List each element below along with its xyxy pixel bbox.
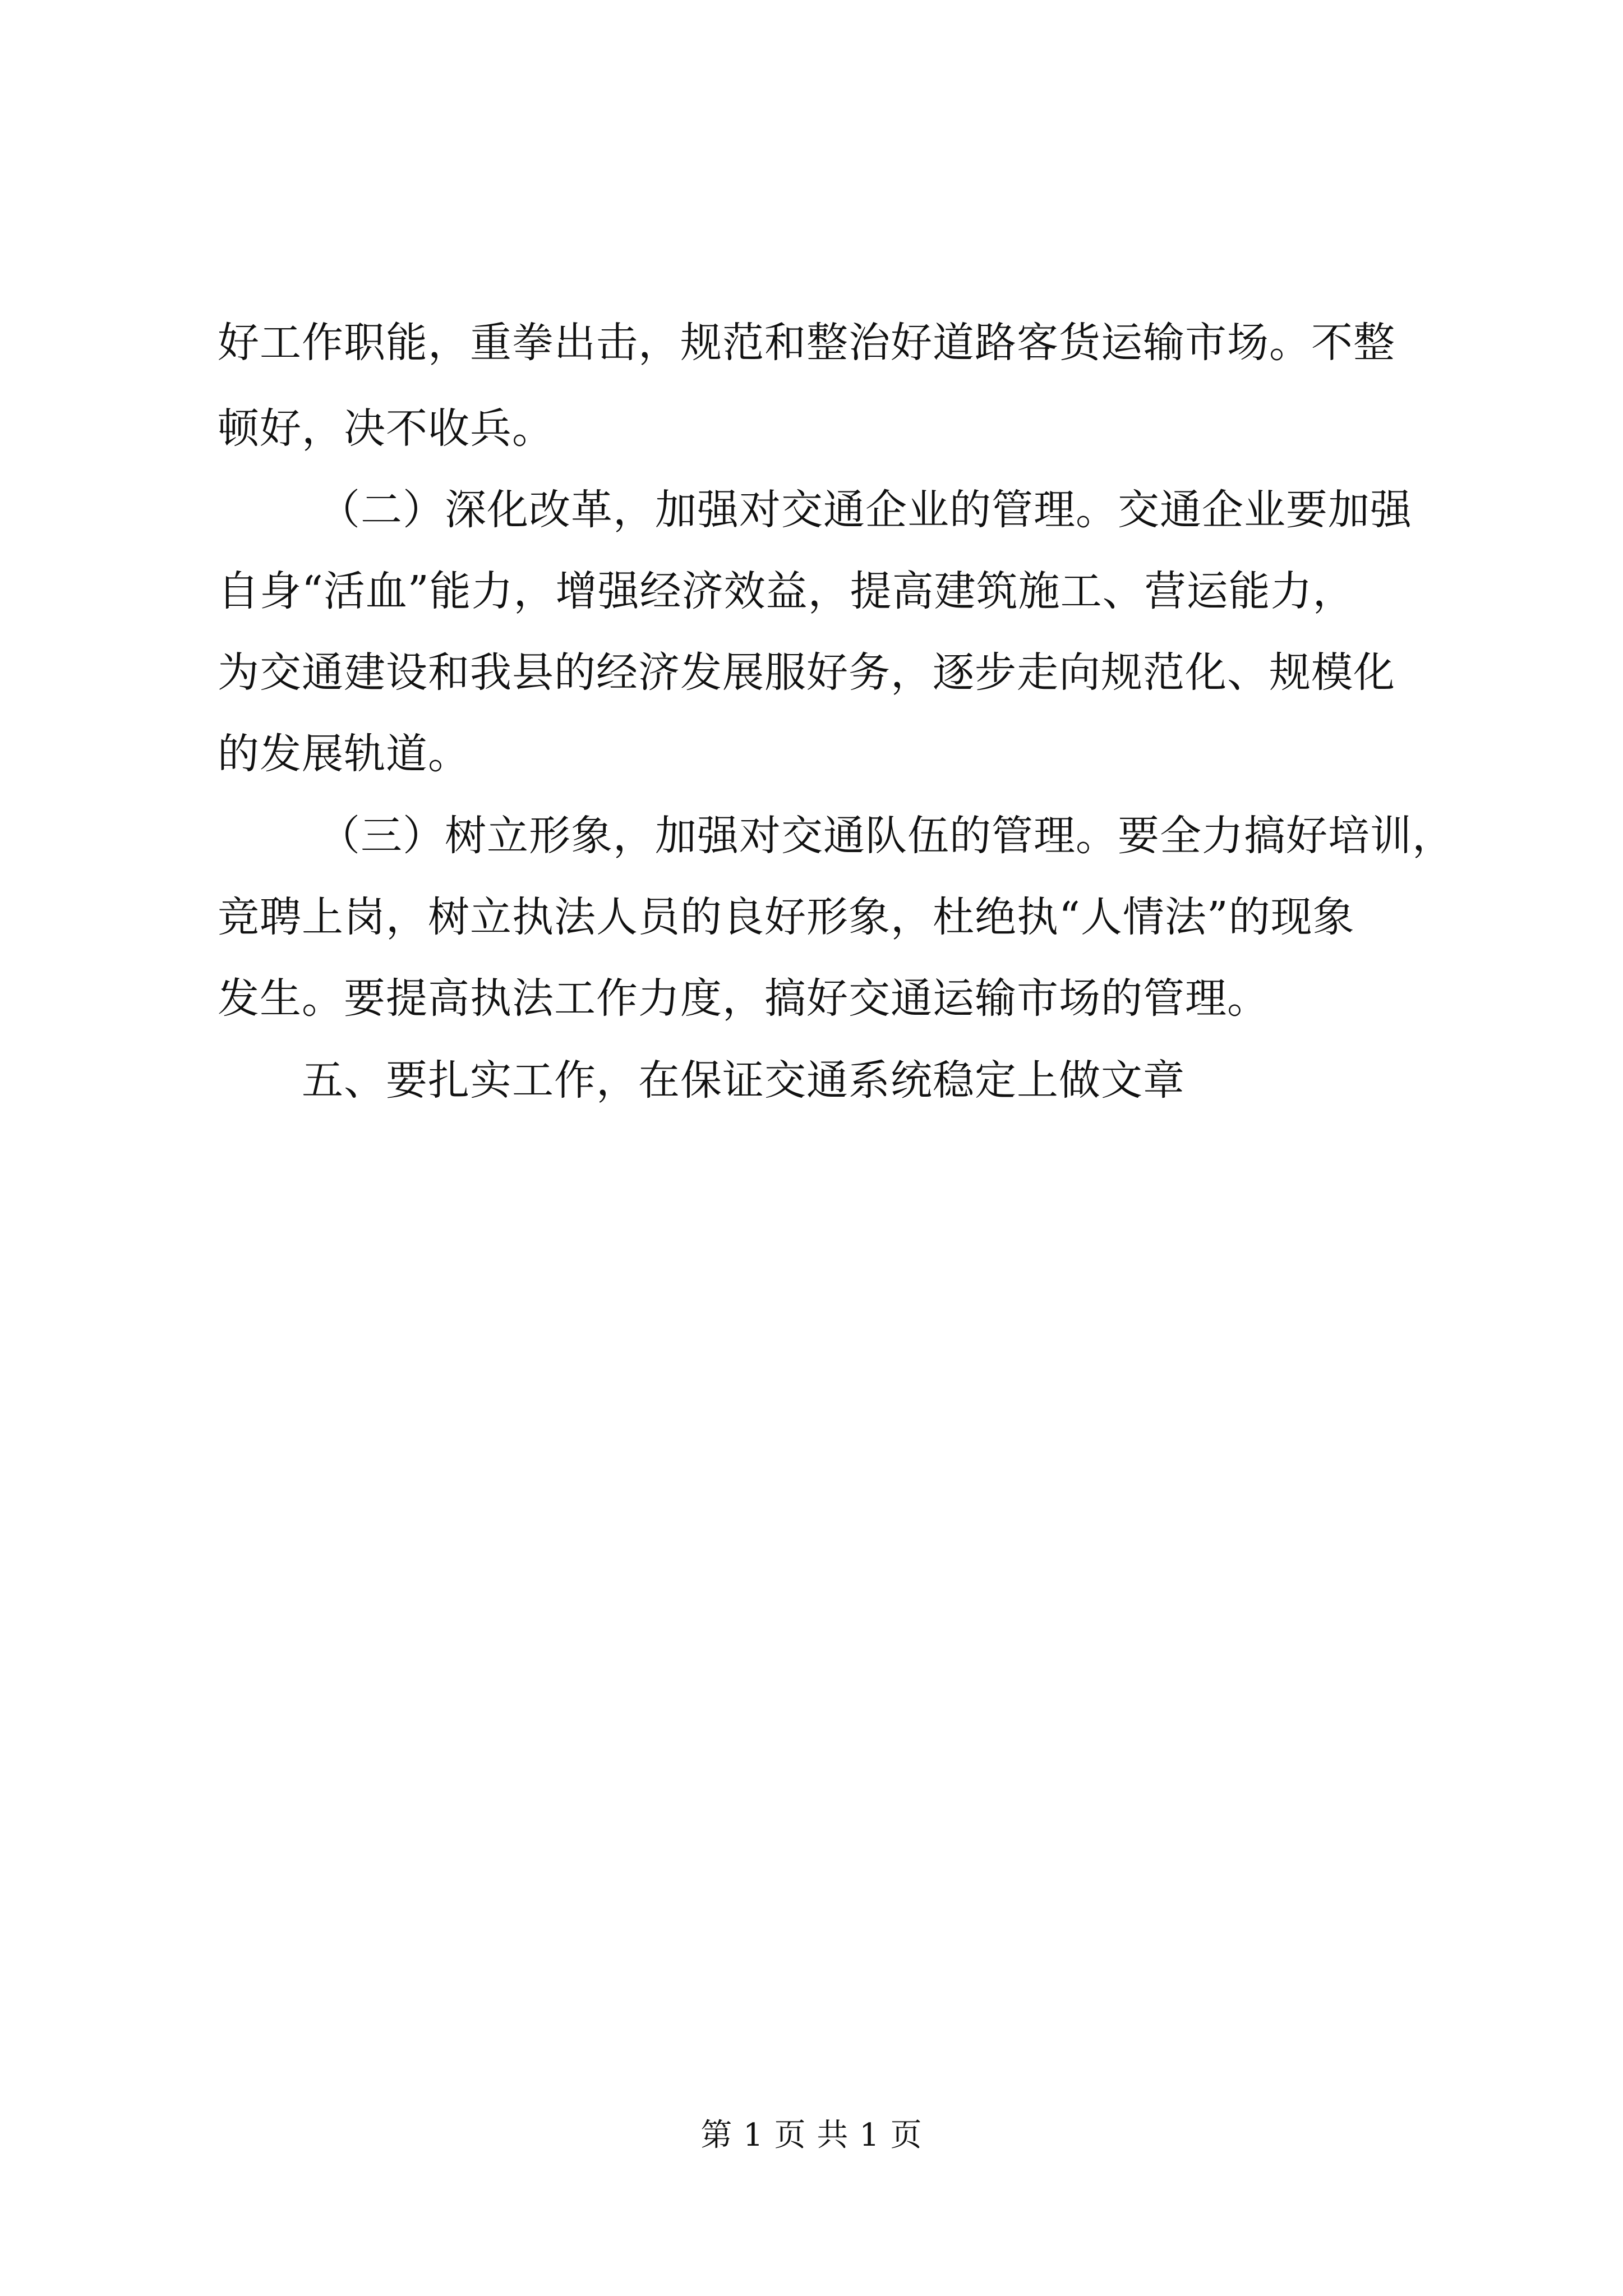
page-number-footer: 第 1 页 共 1 页 [700,2117,923,2154]
body-line-7: （三）树立形象，加强对交通队伍的管理。要全力搞好培训， [319,812,1454,860]
section-heading-five: 五、要扎实工作，在保证交通系统稳定上做文章 [302,1056,1185,1105]
body-line-3: （二）深化改革，加强对交通企业的管理。交通企业要加强 [319,486,1412,534]
body-line-2: 顿好，决不收兵。 [218,404,554,453]
body-line-1: 好工作职能，重拳出击，规范和整治好道路客货运输市场。不整 [218,319,1395,367]
body-line-5: 为交通建设和我县的经济发展服好务，逐步走向规范化、规模化 [218,648,1395,697]
body-line-6: 的发展轨道。 [218,730,470,778]
body-line-4: 自身“活血”能力，增强经济效益，提高建筑施工、营运能力， [218,567,1355,615]
body-line-8: 竞聘上岗，树立执法人员的良好形象，杜绝执“人情法”的现象 [218,893,1355,941]
body-line-9: 发生。要提高执法工作力度，搞好交通运输市场的管理。 [218,974,1269,1023]
